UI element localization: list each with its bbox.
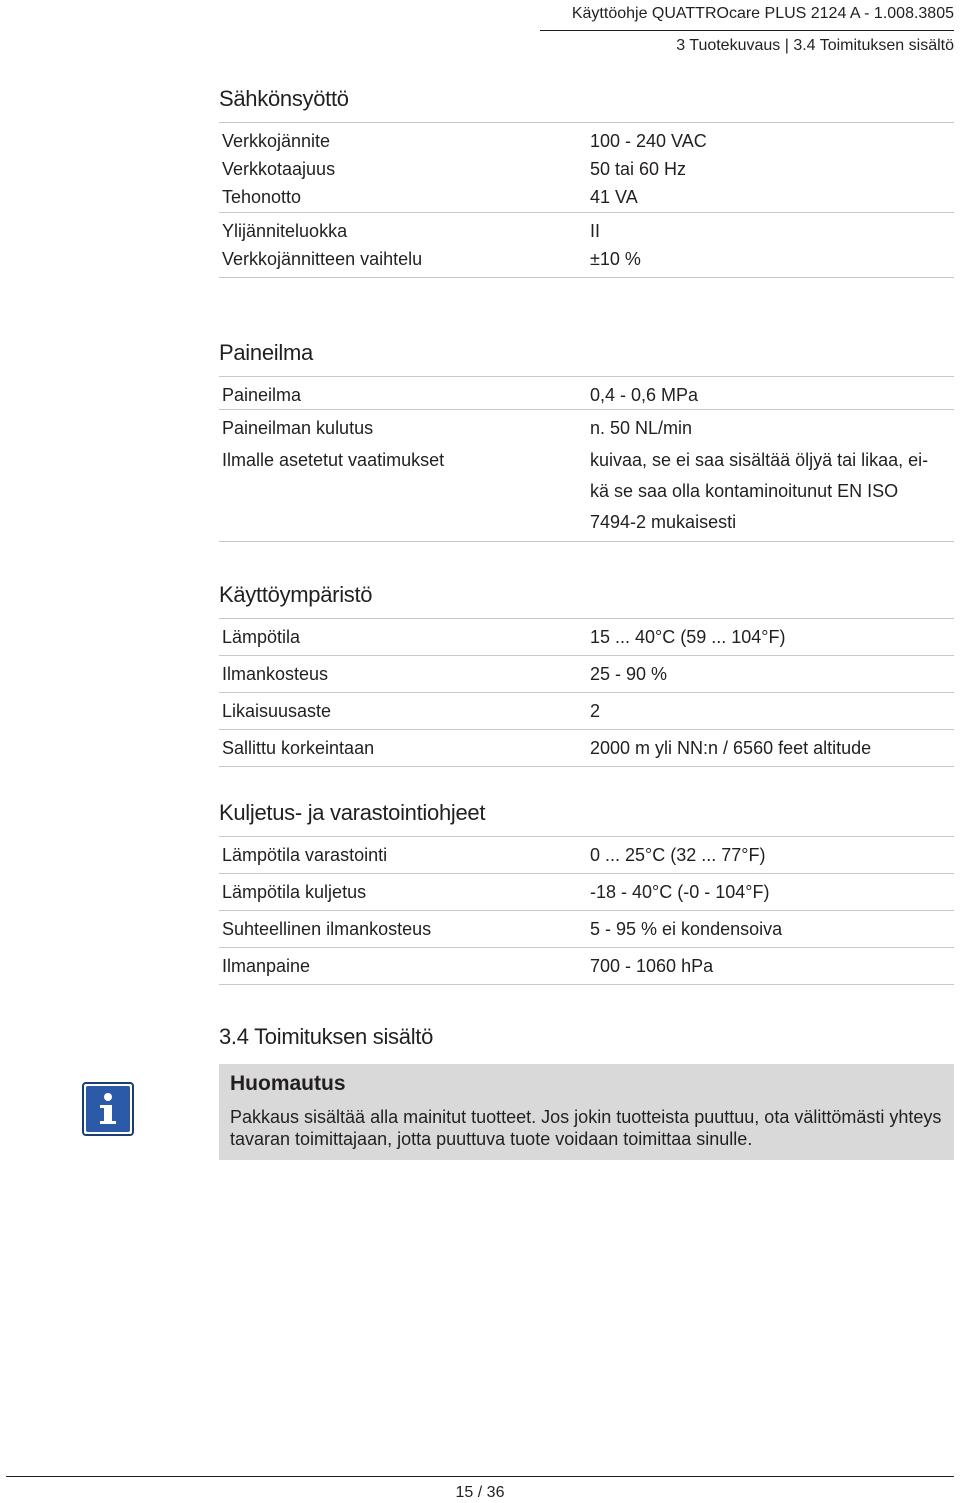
air-section — [219, 336, 954, 542]
spec-value-line: kä se saa olla kontaminoitunut EN ISO — [590, 481, 899, 501]
spec-label: Paineilman kulutus — [222, 418, 374, 438]
environment-section — [219, 578, 954, 767]
note-text: Pakkaus sisältää alla mainitut tuotteet. Jos jokin tuotteista puuttuu, ota välittömästi yhteys tavaran toimittajaan, jotta puuttuva tuote voidaan toimittaa sinulle. — [230, 1107, 942, 1149]
spec-value: n. 50 NL/min — [590, 418, 693, 438]
spec-row — [219, 836, 954, 873]
spec-value: 50 tai 60 Hz — [590, 159, 687, 179]
spec-row — [219, 655, 954, 692]
spec-label: Paineilma — [222, 385, 302, 405]
document-title: Käyttöohje QUATTROcare PLUS 2124 A - 1.008.3805 — [571, 5, 954, 22]
delivery-heading: 3.4 Toimituksen sisältö — [219, 1024, 434, 1049]
spec-value: 0 ... 25°C (32 ... 77°F) — [590, 845, 766, 865]
air-heading: Paineilma — [219, 340, 313, 365]
spec-row — [219, 241, 954, 278]
spec-label: Ilmanpaine — [222, 956, 311, 976]
environment-heading: Käyttöympäristö — [219, 582, 373, 607]
spec-label: Tehonotto — [222, 187, 302, 207]
note-box — [219, 1064, 954, 1160]
spec-row — [219, 376, 954, 413]
spec-value: 15 ... 40°C (59 ... 104°F) — [590, 627, 786, 647]
spec-value: 2000 m yli NN:n / 6560 feet altitude — [590, 738, 872, 758]
section-breadcrumb: 3 Tuotekuvaus | 3.4 Toimituksen sisältö — [676, 37, 954, 54]
spec-label: Ylijänniteluokka — [222, 221, 348, 241]
header-rule — [540, 30, 954, 31]
spec-row — [219, 442, 954, 542]
spec-value: 700 - 1060 hPa — [590, 956, 714, 976]
spec-label: Verkkojännitteen vaihtelu — [222, 249, 423, 269]
spec-row — [219, 618, 954, 655]
spec-row — [219, 692, 954, 729]
spec-value: 2 — [590, 701, 601, 721]
spec-label: Lämpötila varastointi — [222, 845, 388, 865]
spec-row — [219, 179, 954, 215]
footer-rule — [6, 1476, 954, 1477]
spec-label: Verkkojännite — [222, 131, 331, 151]
spec-value: -18 - 40°C (-0 - 104°F) — [590, 882, 770, 902]
spec-row — [219, 729, 954, 767]
spec-row — [219, 910, 954, 947]
spec-label: Lämpötila — [222, 627, 301, 647]
transport-heading: Kuljetus- ja varastointiohjeet — [219, 800, 486, 825]
note-title: Huomautus — [230, 1072, 346, 1095]
spec-label: Verkkotaajuus — [222, 159, 336, 179]
spec-label: Ilmankosteus — [222, 664, 329, 684]
spec-label: Likaisuusaste — [222, 701, 332, 721]
spec-label: Sallittu korkeintaan — [222, 738, 375, 758]
spec-value-line: 7494-2 mukaisesti — [590, 512, 737, 532]
spec-value: II — [590, 221, 601, 241]
spec-label: Lämpötila kuljetus — [222, 882, 367, 902]
power-heading: Sähkönsyöttö — [219, 86, 349, 111]
spec-label: Suhteellinen ilmankosteus — [222, 919, 432, 939]
transport-section — [219, 796, 954, 985]
spec-value: 5 - 95 % ei kondensoiva — [590, 919, 783, 939]
spec-label: Ilmalle asetetut vaatimukset — [222, 450, 445, 470]
spec-value-line: kuivaa, se ei saa sisältää öljyä tai likaa, ei- — [590, 450, 929, 470]
spec-value: ±10 % — [590, 249, 641, 269]
power-section — [219, 82, 954, 278]
spec-value: 0,4 - 0,6 MPa — [590, 385, 699, 405]
page-number: 15 / 36 — [455, 1484, 505, 1501]
spec-value: 41 VA — [590, 187, 638, 207]
spec-value: 25 - 90 % — [590, 664, 668, 684]
info-icon — [82, 1082, 134, 1136]
spec-row — [219, 873, 954, 910]
spec-row — [219, 409, 954, 446]
spec-value: 100 - 240 VAC — [590, 131, 707, 151]
spec-row — [219, 947, 954, 985]
